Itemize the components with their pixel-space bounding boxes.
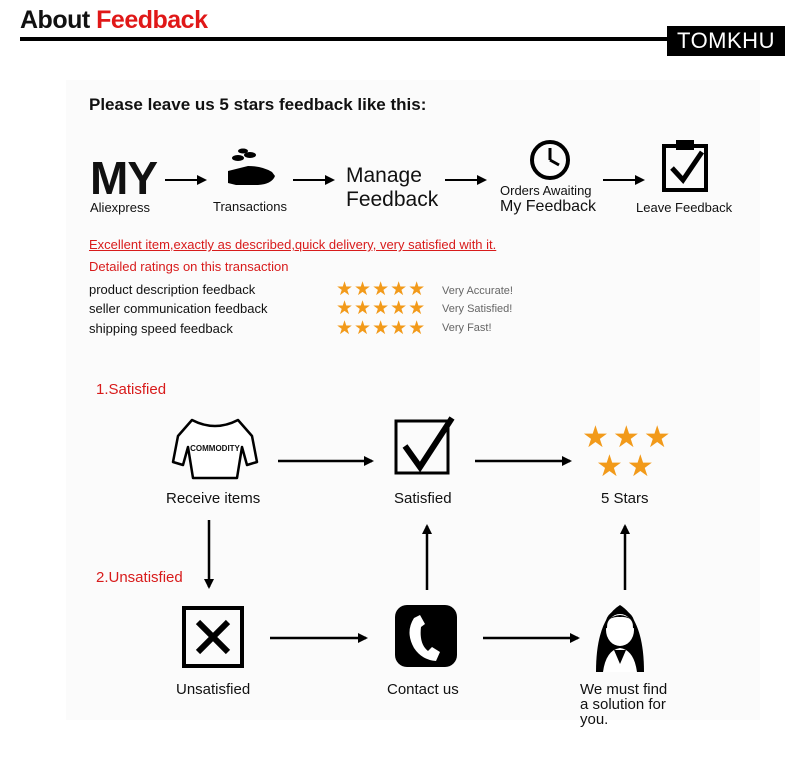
satisfied-section-title: 1.Satisfied [96, 381, 167, 398]
instructions-heading: Please leave us 5 stars feedback like this: [89, 95, 427, 114]
receive-items-label: Receive items [166, 490, 261, 507]
unsatisfied-box-icon [184, 608, 242, 666]
orders-line1: Orders Awaiting [500, 183, 592, 198]
rating-note-seller: Very Satisfied! [442, 303, 513, 315]
checkbox-checked-icon [396, 418, 452, 473]
hand-coins-icon [228, 149, 275, 186]
unsatisfied-section-title: 2.Unsatisfied [96, 569, 183, 586]
five-stars-top-row: ★★★ [582, 421, 675, 454]
title-prefix: About [20, 6, 97, 34]
title-highlight: Feedback [96, 6, 208, 34]
transactions-label: Transactions [213, 199, 287, 214]
clock-icon [532, 142, 568, 178]
five-stars-label: 5 Stars [601, 490, 649, 507]
commodity-text: COMMODITY [190, 444, 240, 453]
contact-us-label: Contact us [387, 681, 459, 698]
manage-feedback-label [346, 164, 438, 212]
detailed-ratings-title: Detailed ratings on this transaction [89, 259, 289, 274]
unsatisfied-label: Unsatisfied [176, 681, 251, 698]
leave-feedback-label: Leave Feedback [636, 200, 733, 215]
rating-label-shipping: shipping speed feedback [89, 321, 233, 336]
clipboard-check-icon [664, 140, 706, 190]
solution-line3: you. [580, 711, 609, 728]
brand-badge: TOMKHU [667, 26, 785, 56]
manage-line2: Feedback [346, 188, 439, 211]
manage-line1: Manage [346, 164, 422, 187]
rating-stars-product: ★★★★★ [336, 279, 427, 300]
orders-line2: My Feedback [500, 198, 597, 215]
rating-stars-seller: ★★★★★ [336, 298, 427, 319]
phone-icon [395, 605, 457, 667]
support-agent-icon [596, 605, 644, 672]
orders-awaiting-label [500, 183, 596, 215]
rating-note-product: Very Accurate! [442, 285, 513, 297]
five-stars-bottom-row: ★★ [596, 450, 658, 483]
my-aliexpress-logo: MY [90, 152, 157, 204]
solution-line1: We must find [580, 681, 668, 698]
solution-label [580, 682, 667, 727]
aliexpress-label: Aliexpress [90, 200, 150, 215]
rating-label-seller: seller communication feedback [89, 301, 268, 316]
solution-line2: a solution for [580, 696, 666, 713]
rating-label-product: product description feedback [89, 282, 256, 297]
satisfied-label: Satisfied [394, 490, 452, 507]
rating-note-shipping: Very Fast! [442, 322, 492, 334]
example-comment: Excellent item,exactly as described,quick delivery, very satisfied with it. [89, 237, 497, 252]
rating-stars-shipping: ★★★★★ [336, 318, 427, 339]
